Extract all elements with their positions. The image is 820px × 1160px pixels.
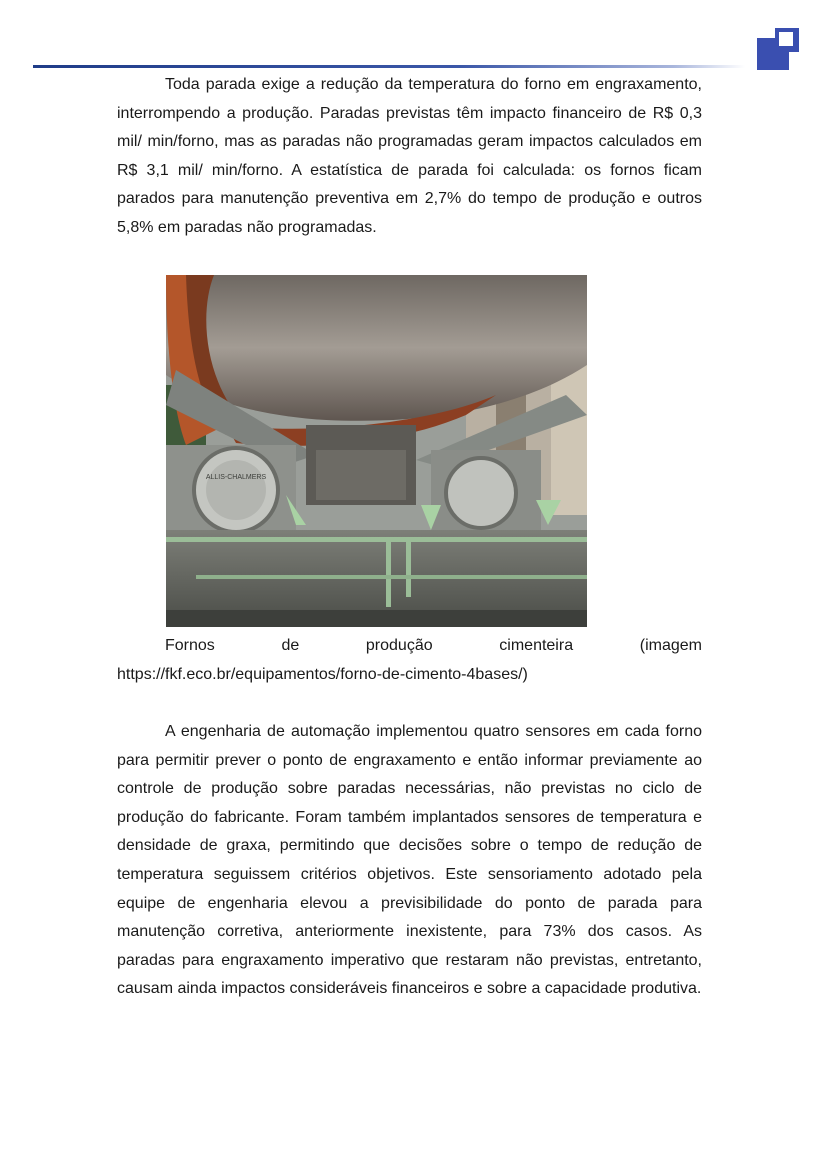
paragraph-intro — [117, 71, 702, 243]
logo-icon — [757, 28, 799, 70]
caption-word: de — [281, 637, 300, 654]
kiln-photo — [166, 275, 587, 627]
caption-word: cimenteira — [499, 637, 574, 654]
caption-url: https://fkf.eco.br/equipamentos/forno-de-cimento-4bases/) — [117, 665, 528, 683]
figure-caption — [117, 632, 702, 689]
caption-word: (imagem — [639, 637, 702, 654]
caption-word: produção — [365, 637, 433, 654]
paragraph-intro-text: Toda parada exige a redução da temperatura do forno em engraxamento, interrompendo a produção. Paradas previstas têm impacto financeiro de R$ 0,3 mil/ min/forno, mas as paradas não programadas geram impactos calculados em R$ 3,1 mil/ min/forno. A estatística de parada foi calculada: os fornos ficam parados para manutenção preventiva em 2,7% do tempo de produção e outros 5,8% em paradas não programadas. — [117, 76, 702, 236]
paragraph-automation-text: A engenharia de automação implementou quatro sensores em cada forno para permitir prever o ponto de engraxamento e então informar previamente ao controle de produção sobre paradas necessárias, não previstas no ciclo de produção do fabricante. Foram também implantados sensores de temperatura e densidade de graxa, permitindo que decisões sobre o tempo de redução de temperatura seguissem critérios objetivos. Este sensoriamento adotado pela equipe de engenharia elevou a previsibilidade do ponto de parada para manutenção corretiva, anteriormente inexistente, para 73% dos casos. As paradas para engraxamento imperativo que restaram não previstas, entretanto, causam ainda impactos consideráveis financeiros e sobre a capacidade produtiva. — [117, 723, 702, 998]
caption-word: Fornos — [165, 637, 215, 654]
paragraph-automation — [117, 718, 702, 1004]
header-rule — [33, 65, 745, 68]
machine-label: ALLIS-CHALMERS — [205, 474, 267, 481]
